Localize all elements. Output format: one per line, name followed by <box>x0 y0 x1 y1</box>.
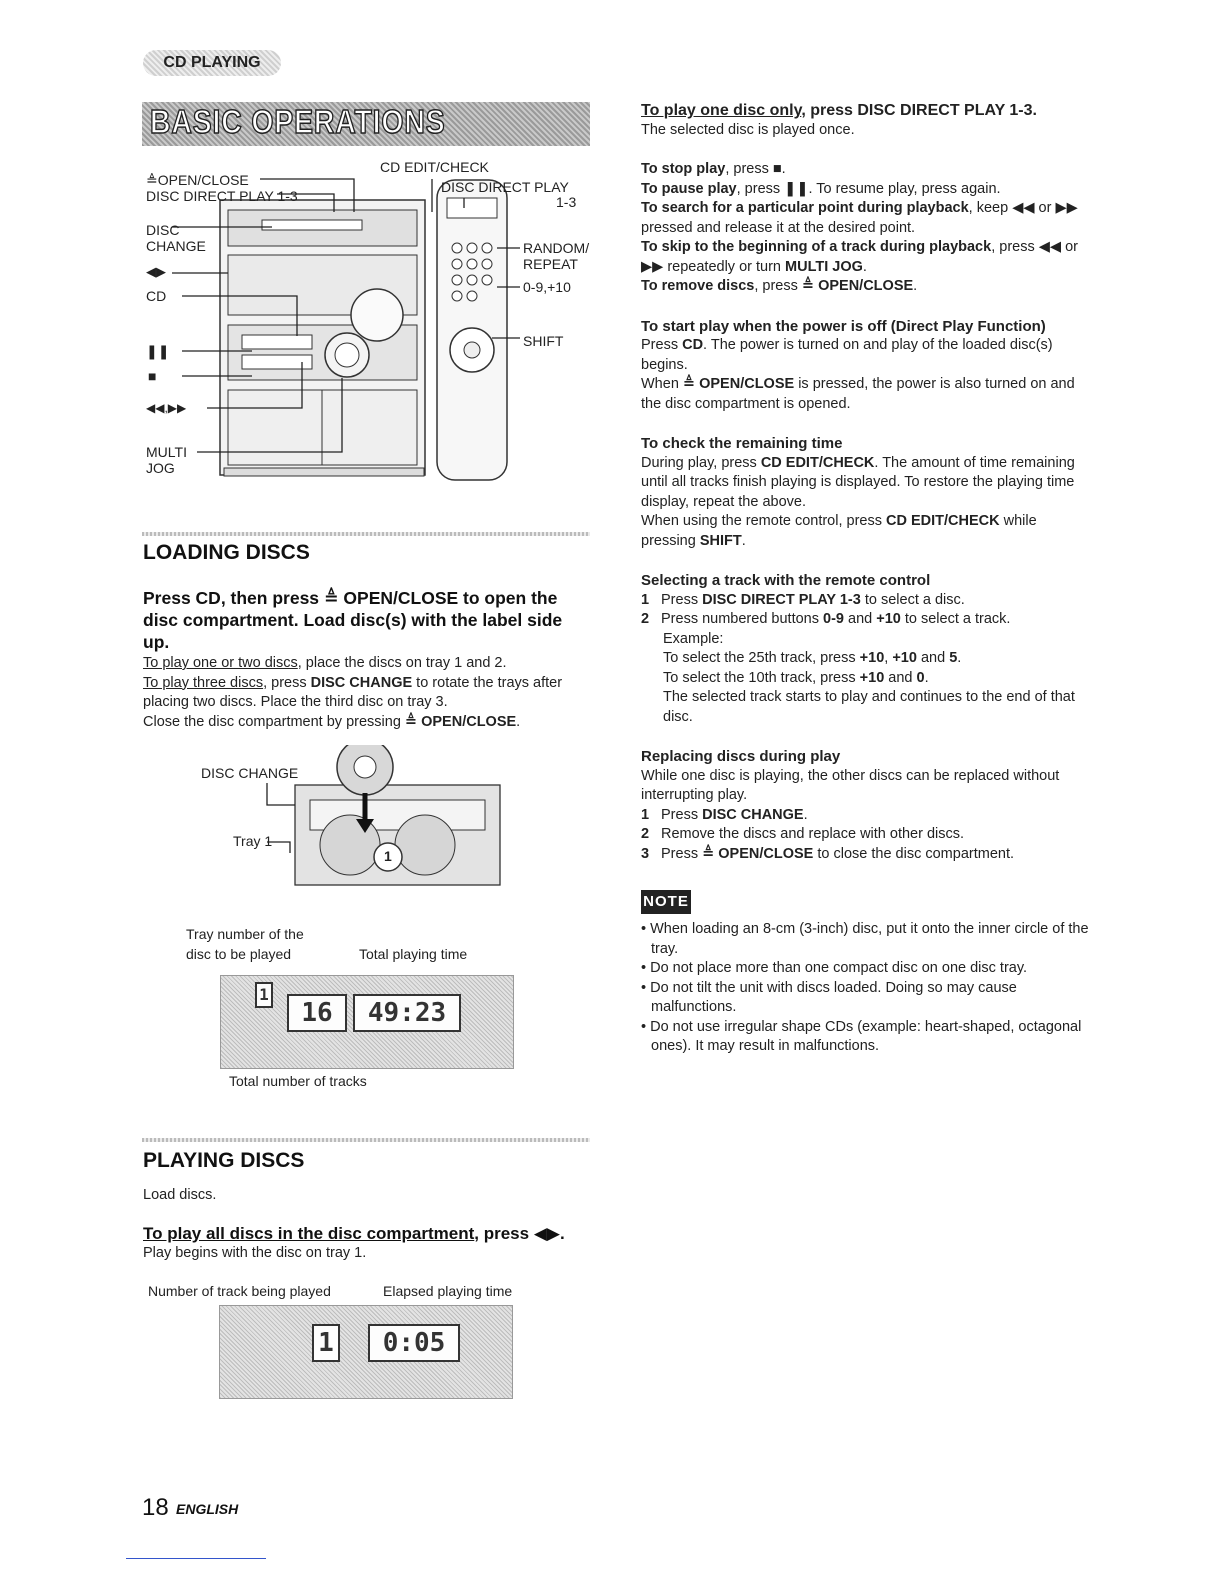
ex1-a: To select the 25th track, press <box>663 650 860 666</box>
label-repeat: REPEAT <box>523 256 578 272</box>
loading-line2-mid: , press <box>263 674 311 691</box>
remaining-p2-b: CD EDIT/CHECK <box>886 513 1000 529</box>
select-2-num: 2 <box>641 611 650 627</box>
note-item: • Do not tilt the unit with discs loaded. Doing so may cause malfunctions. <box>641 979 1017 1015</box>
display2-label-track: Number of track being played <box>148 1283 331 1299</box>
ex2-d: 0 <box>916 669 925 686</box>
ex1-c: , <box>884 650 893 666</box>
note-item: • When loading an 8-cm (3-inch) disc, put it onto the inner circle of the tray. <box>641 921 1089 957</box>
power-p1-b: CD <box>682 337 704 353</box>
play-all-press: , press ◀▶. <box>474 1224 565 1243</box>
playing-heading: PLAYING DISCS <box>143 1149 305 1172</box>
replace-paragraph: While one disc is playing, the other discs can be replaced without interrupting play. <box>641 767 1060 803</box>
ex3: The selected track starts to play and continues to the end of that disc. <box>663 689 1075 725</box>
label-jog: JOG <box>146 460 175 476</box>
note-item: • Do not use irregular shape CDs (example: heart-shaped, octagonal ones). It may result in malfunctions. <box>641 1018 1082 1054</box>
page-language: ENGLISH <box>176 1501 239 1517</box>
search-bold: To search for a particular point during playback <box>641 200 969 216</box>
remove-bold: To remove discs <box>641 278 755 294</box>
ex1-b: +10 <box>859 650 885 666</box>
search-text: , keep ◀◀ or ▶▶ pressed and release it at the desired point. <box>641 200 1078 236</box>
replace-2: Remove the discs and replace with other discs. <box>661 826 965 842</box>
remaining-p1-a: During play, press <box>641 454 761 471</box>
example-label: Example: <box>663 630 724 647</box>
replace-2-num: 2 <box>641 826 650 842</box>
label-random: RANDOM/ <box>523 240 590 256</box>
loading-disc-change: DISC CHANGE <box>310 674 413 691</box>
power-heading: To start play when the power is off (Direct Play Function) <box>641 317 1046 335</box>
label-open-close: ≜OPEN/CLOSE <box>146 172 249 188</box>
ex1-g: . <box>957 650 962 666</box>
select-2-e: to select a track. <box>900 611 1011 627</box>
notes-list <box>641 920 1091 1057</box>
ex2-e: . <box>924 669 929 686</box>
power-p1-c: . The power is turned on and play of the loaded disc(s) begins. <box>641 337 1053 373</box>
label-pause: ❚❚ <box>146 343 170 359</box>
tray-1-label: Tray 1 <box>233 833 273 849</box>
display2-lcd <box>219 1305 513 1399</box>
stop-bold: To stop play <box>641 161 726 177</box>
remaining-p2-d: SHIFT <box>699 532 742 549</box>
label-disc-change-1: DISC <box>146 222 180 238</box>
loading-line3: Close the disc compartment by pressing <box>143 713 405 730</box>
loading-line1: , place the discs on tray 1 and 2. <box>297 655 507 671</box>
skip-multi-jog: MULTI JOG <box>785 258 863 275</box>
power-p2-a: When <box>641 376 683 392</box>
display1-label-tray-1: Tray number of the <box>186 926 304 942</box>
loading-open-close: ≜ OPEN/CLOSE <box>404 713 517 730</box>
label-disc-change-2: CHANGE <box>146 238 206 254</box>
replace-3-a: Press <box>661 845 703 862</box>
label-disc-direct-play-left: DISC DIRECT PLAY 1-3 <box>146 188 298 204</box>
replace-3-b: ≜ OPEN/CLOSE <box>702 845 814 862</box>
select-1-b: DISC DIRECT PLAY 1-3 <box>702 591 861 608</box>
power-p2-b: ≜ OPEN/CLOSE <box>682 376 795 392</box>
pause-bold: To pause play <box>641 180 737 197</box>
tray-disc-change-label: DISC CHANGE <box>201 765 299 781</box>
play-one-text: The selected disc is played once. <box>641 121 855 138</box>
section-rule <box>142 532 590 536</box>
select-2-c: and <box>843 611 877 627</box>
stop-text: , press ■. <box>725 161 786 177</box>
loading-heading: LOADING DISCS <box>143 541 310 564</box>
label-cd-edit-check: CD EDIT/CHECK <box>380 159 489 175</box>
replace-1-a: Press <box>661 806 703 823</box>
ex2-a: To select the 10th track, press <box>663 669 860 686</box>
remaining-p2-c: while pressing <box>641 513 1037 549</box>
label-disc-direct-play-right: DISC DIRECT PLAY <box>441 179 569 195</box>
replace-1-num: 1 <box>641 806 650 823</box>
select-2-a: Press numbered buttons <box>661 611 824 627</box>
select-1-num: 1 <box>641 591 650 608</box>
display2-label-elapsed: Elapsed playing time <box>383 1283 513 1299</box>
play-three-link: To play three discs <box>143 674 264 691</box>
remove-open-close: ≜ OPEN/CLOSE <box>801 278 914 294</box>
section-banner <box>142 102 590 146</box>
loading-text <box>143 654 593 732</box>
note-badge: NOTE <box>641 890 691 914</box>
remaining-p2-a: When using the remote control, press <box>641 513 887 529</box>
play-one-two-link: To play one or two discs <box>143 655 298 671</box>
label-cd: CD <box>146 288 167 304</box>
section-rule-2 <box>142 1138 590 1142</box>
label-play: ◀▶ <box>146 264 166 279</box>
banner-title: BASIC OPERATIONS <box>150 103 446 140</box>
ex2-c: and <box>884 669 917 686</box>
replace-3-c: to close the disc compartment. <box>813 845 1015 862</box>
playing-begin: Play begins with the disc on tray 1. <box>143 1245 367 1261</box>
select-2-b: 0-9 <box>823 611 844 627</box>
display1-label-total-tracks: Total number of tracks <box>229 1073 367 1089</box>
display2-time: 0:05 <box>368 1324 460 1362</box>
power-p2-c: is pressed, the power is also turned on and the disc compartment is opened. <box>641 376 1075 412</box>
remove-end: . <box>913 278 918 294</box>
skip-bold: To skip to the beginning of a track during playback <box>641 239 992 255</box>
display2-track: 1 <box>312 1324 340 1362</box>
pause-text: , press ❚❚. To resume play, press again. <box>736 180 1001 197</box>
play-one-link: To play one disc only <box>641 102 802 119</box>
loading-instruction: Press CD, then press ≜ OPEN/CLOSE to open the disc compartment. Load disc(s) with the label side up. <box>143 588 563 652</box>
ex2-b: +10 <box>859 669 885 686</box>
replace-heading: Replacing discs during play <box>641 748 841 765</box>
play-all-link: To play all discs in the disc compartment <box>143 1224 475 1243</box>
select-1-c: to select a disc. <box>860 591 965 608</box>
label-shift: SHIFT <box>523 333 564 349</box>
replace-1-b: DISC CHANGE <box>702 806 804 823</box>
ex1-f: 5 <box>949 650 958 666</box>
playing-intro: Load discs. <box>143 1187 217 1203</box>
remove-text: , press <box>754 278 802 294</box>
footer-rule <box>126 1558 266 1559</box>
page-number: 18 <box>142 1494 169 1521</box>
label-skip: ◀◀,▶▶ <box>146 401 187 415</box>
remaining-heading: To check the remaining time <box>641 435 843 452</box>
display1-time: 49:23 <box>353 994 461 1032</box>
play-one-press: , press DISC DIRECT PLAY 1-3. <box>801 102 1037 119</box>
display1-tracks: 16 <box>287 994 347 1032</box>
label-stop: ■ <box>148 368 157 384</box>
replace-1-c: . <box>803 806 808 823</box>
select-heading: Selecting a track with the remote control <box>641 572 931 589</box>
loading-line3-end: . <box>516 713 521 730</box>
select-2-d: +10 <box>876 611 901 627</box>
power-p1-a: Press <box>641 337 683 353</box>
tray-number: 1 <box>384 848 392 864</box>
playing-all-line <box>143 1224 565 1244</box>
display1-lcd <box>220 975 514 1069</box>
replace-3-num: 3 <box>641 845 650 862</box>
label-disc-direct-play-range: 1-3 <box>556 194 577 210</box>
remaining-p2-e: . <box>741 532 746 549</box>
remaining-p1-c: . The amount of time remaining until all tracks finish playing is displayed. To restore the playing time display, repeat the above. <box>641 454 1075 510</box>
ex1-e: and <box>916 650 950 666</box>
note-item: • Do not place more than one compact disc on one disc tray. <box>641 960 1028 976</box>
right-column <box>641 101 1091 864</box>
skip-end: . <box>862 258 867 275</box>
section-tag: CD PLAYING <box>143 50 281 76</box>
select-1-a: Press <box>661 591 703 608</box>
ex1-d: +10 <box>892 650 917 666</box>
unit-diagram <box>142 150 602 490</box>
label-num-buttons: 0-9,+10 <box>523 279 571 295</box>
tray-diagram <box>195 745 515 895</box>
skip-text: , press ◀◀ or ▶▶ repeatedly or turn <box>641 239 1078 275</box>
display1-disc-number: 1 <box>255 982 273 1008</box>
display1-label-tray-2: disc to be played <box>186 946 292 962</box>
display1-label-total-time: Total playing time <box>359 946 468 962</box>
loading-line2-rest: to rotate the trays after placing two discs. Place the third disc on tray 3. <box>143 674 563 710</box>
label-multi: MULTI <box>146 444 187 460</box>
remaining-p1-b: CD EDIT/CHECK <box>760 454 875 471</box>
